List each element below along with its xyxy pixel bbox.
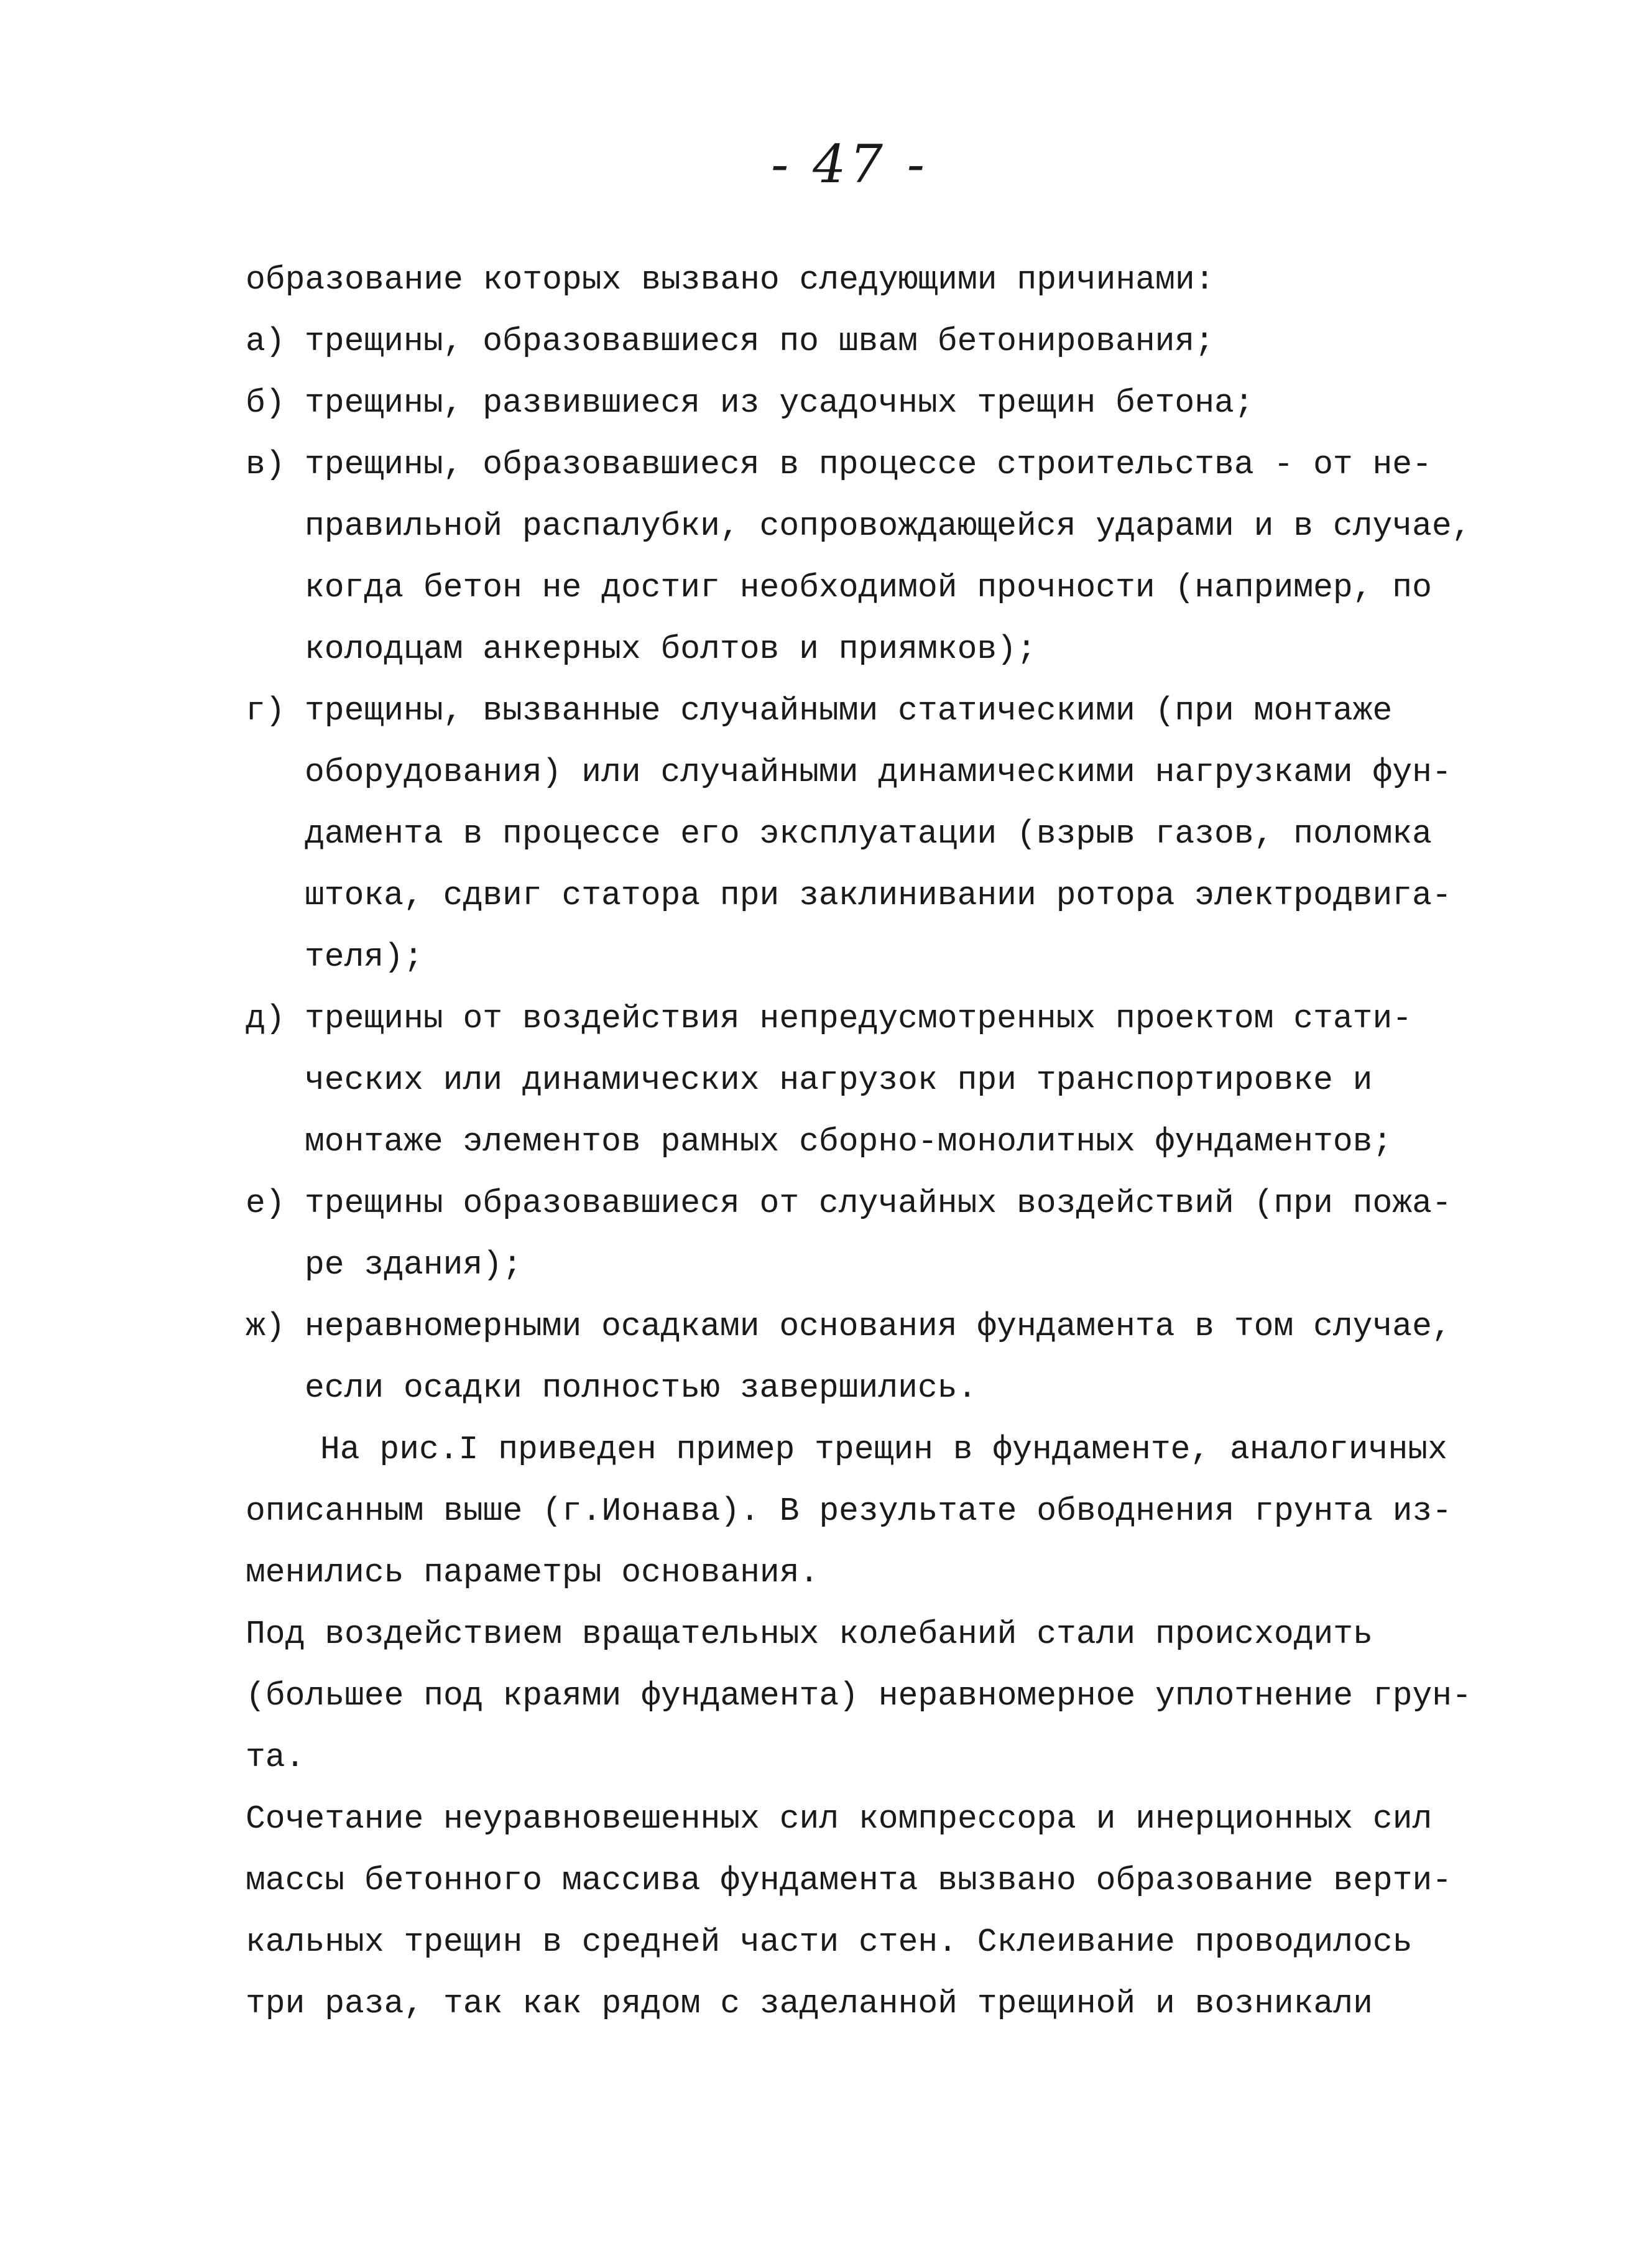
paragraph-first-line: На рис.I приведен пример трещин в фундаменте, аналогичных	[320, 1431, 1447, 1468]
text-line: трещины образовавшиеся от случайных воздействий (при пожа-	[305, 1185, 1452, 1222]
text-line: три раза, так как рядом с заделанной трещиной и возникали	[246, 1985, 1373, 2022]
text-line: трещины от воздействия непредусмотренных проектом стати-	[305, 1000, 1413, 1037]
text-line: когда бетон не достиг необходимой прочности (например, по	[305, 569, 1432, 606]
text-line: (большее под краями фундамента) неравномерное уплотнение грун-	[246, 1677, 1472, 1714]
text-line: трещины, образовавшиеся в процессе строительства - от не-	[305, 446, 1432, 483]
list-item-d	[246, 1000, 1412, 1037]
text-line: колодцам анкерных болтов и приямков);	[305, 631, 1036, 668]
text-line: Под воздействием вращательных колебаний стали происходить	[246, 1616, 1373, 1653]
text-line: ческих или динамических нагрузок при транспортировке и	[305, 1062, 1373, 1099]
text-line: оборудования) или случайными динамическими нагрузками фун-	[305, 754, 1452, 791]
text-line: неравномерными осадками основания фундамента в том случае,	[305, 1308, 1452, 1345]
list-marker: е)	[246, 1185, 285, 1222]
list-marker: ж)	[246, 1308, 285, 1345]
list-marker: д)	[246, 1000, 285, 1037]
text-line: если осадки полностью завершились.	[305, 1369, 977, 1407]
text-line: трещины, развившиеся из усадочных трещин бетона;	[305, 384, 1254, 422]
text-line: монтаже элементов рамных сборно-монолитных фундаментов;	[305, 1123, 1393, 1160]
text-line: трещины, вызванные случайными статическими (при монтаже	[305, 692, 1393, 729]
list-item-b	[246, 384, 1254, 422]
text-line: та.	[246, 1739, 305, 1776]
list-item-a	[246, 323, 1214, 360]
list-item-zh	[246, 1308, 1452, 1345]
list-marker: б)	[246, 384, 285, 422]
text-line: массы бетонного массива фундамента вызвано образование верти-	[246, 1862, 1452, 1899]
text-line: менились параметры основания.	[246, 1554, 819, 1591]
page-number: - 47 -	[771, 134, 929, 195]
text-line: трещины, образовавшиеся по швам бетонирования;	[305, 323, 1215, 360]
text-line: ре здания);	[305, 1246, 522, 1284]
text-line: образование которых вызвано следующими причинами:	[246, 261, 1215, 298]
text-line: теля);	[305, 938, 423, 976]
list-marker: г)	[246, 692, 285, 729]
list-marker: а)	[246, 323, 285, 360]
list-item-g	[246, 692, 1392, 729]
text-line: правильной распалубки, сопровождающейся ударами и в случае,	[305, 507, 1472, 545]
list-item-v	[246, 446, 1432, 483]
text-line: Сочетание неуравновешенных сил компрессора и инерционных сил	[246, 1800, 1433, 1838]
text-line: штока, сдвиг статора при заклинивании ротора электродвига-	[305, 877, 1452, 914]
list-item-e	[246, 1185, 1452, 1222]
text-line: кальных трещин в средней части стен. Склеивание проводилось	[246, 1923, 1413, 1961]
text-line: дамента в процессе его эксплуатации (взрыв газов, поломка	[305, 815, 1432, 853]
list-marker: в)	[246, 446, 285, 483]
text-line: описанным выше (г.Ионава). В результате обводнения грунта из-	[246, 1492, 1452, 1530]
